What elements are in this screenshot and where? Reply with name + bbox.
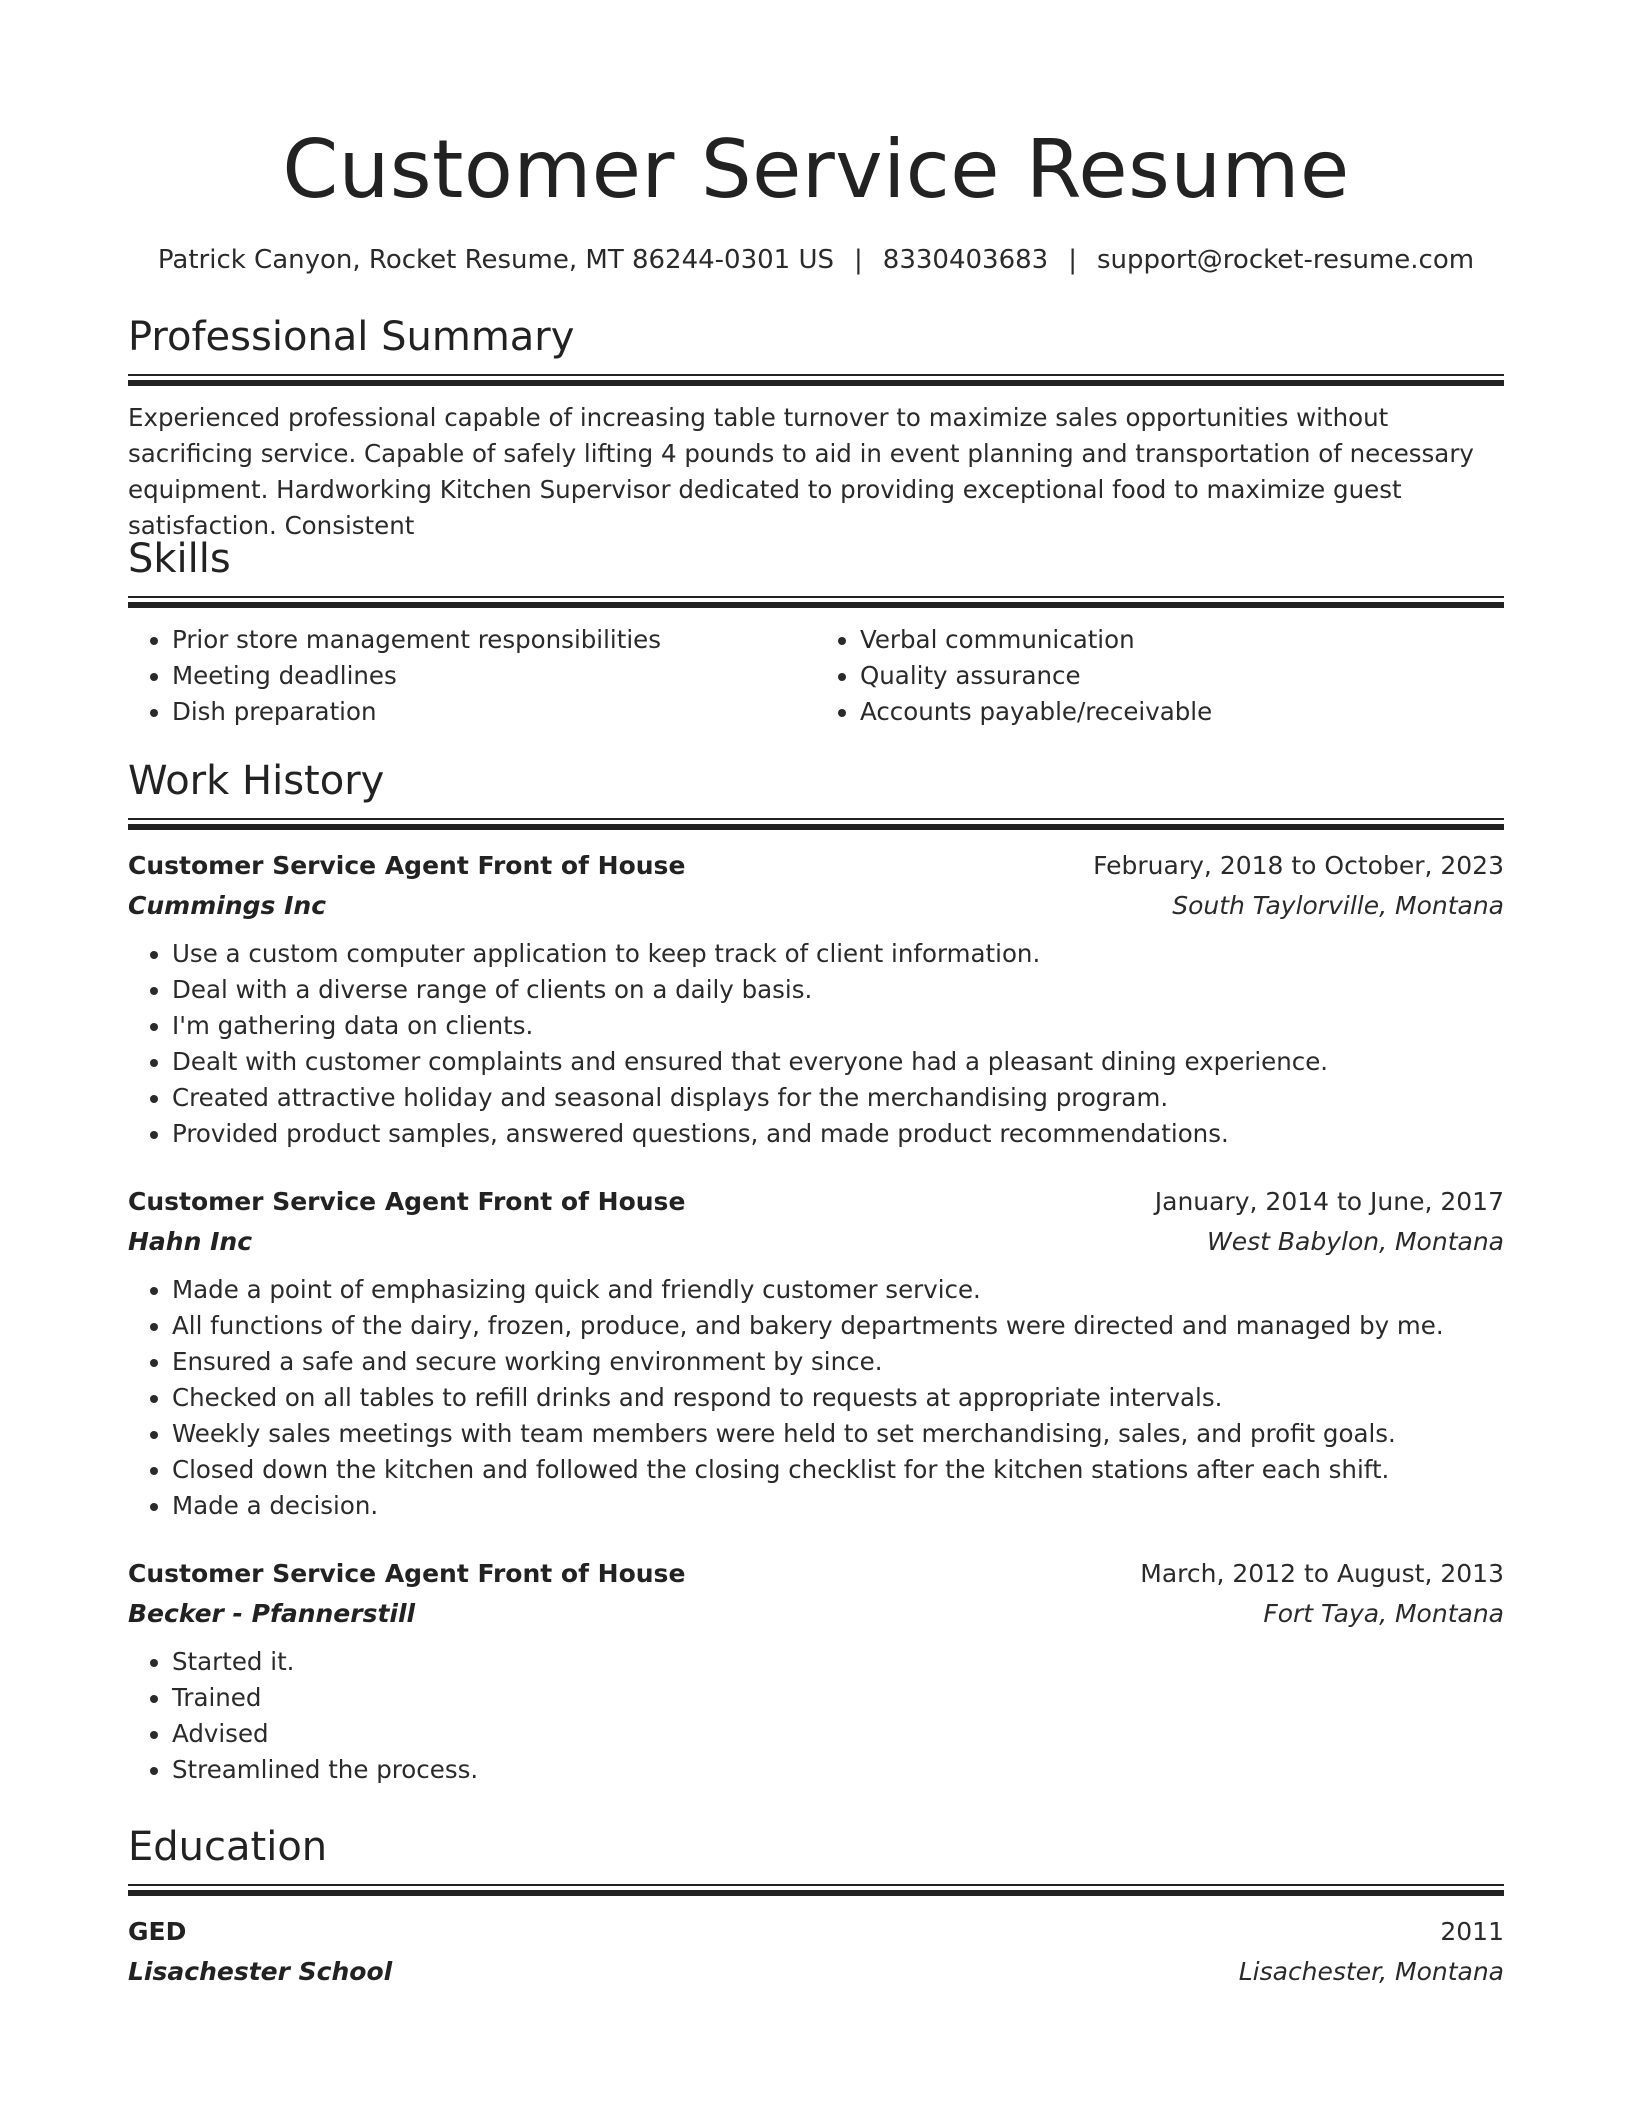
job-bullet: • Advised bbox=[172, 1716, 1504, 1752]
skills-list-left bbox=[128, 622, 816, 730]
degree: GED bbox=[128, 1917, 187, 1946]
section-divider bbox=[128, 374, 1504, 386]
contact-line bbox=[128, 242, 1504, 278]
school-name: Lisachester School bbox=[128, 1957, 393, 1986]
job-title: Customer Service Agent Front of House bbox=[128, 1187, 686, 1216]
skill-item: • Quality assurance bbox=[860, 658, 1504, 694]
job-entry bbox=[128, 1554, 1504, 1788]
job-bullet: • Deal with a diverse range of clients on a daily basis. bbox=[172, 972, 1504, 1008]
job-location: West Babylon, Montana bbox=[1207, 1227, 1504, 1256]
skill-item: • Verbal communication bbox=[860, 622, 1504, 658]
skills-section bbox=[128, 534, 1504, 730]
job-bullet: • All functions of the dairy, frozen, produce, and bakery departments were directed and managed by me. bbox=[172, 1308, 1504, 1344]
section-divider bbox=[128, 1884, 1504, 1896]
job-bullet: • Created attractive holiday and seasonal displays for the merchandising program. bbox=[172, 1080, 1504, 1116]
skills-heading: Skills bbox=[128, 536, 231, 582]
summary-text: Experienced professional capable of increasing table turnover to maximize sales opportunities without sacrificing service. Capable of safely lifting 4 pounds to aid in event planning and transportation of necessary equipment. Hardworking Kitchen Supervisor dedicated to providing exceptional food to maximize guest satisfaction. Consistent bbox=[128, 403, 1474, 540]
contact-separator: | bbox=[1068, 245, 1077, 275]
section-divider bbox=[128, 596, 1504, 608]
job-bullet: • Started it. bbox=[172, 1644, 1504, 1680]
company-name: Hahn Inc bbox=[128, 1227, 253, 1256]
job-title: Customer Service Agent Front of House bbox=[128, 1559, 686, 1588]
company-name: Becker - Pfannerstill bbox=[128, 1599, 416, 1628]
skill-item: • Meeting deadlines bbox=[172, 658, 816, 694]
job-bullet: • Made a point of emphasizing quick and friendly customer service. bbox=[172, 1272, 1504, 1308]
job-bullets bbox=[128, 936, 1504, 1152]
contact-email: support@rocket-resume.com bbox=[1096, 245, 1475, 275]
job-entry bbox=[128, 1182, 1504, 1524]
education-section bbox=[128, 1822, 1504, 1992]
section-divider bbox=[128, 818, 1504, 830]
job-bullet: • Dealt with customer complaints and ensured that everyone had a pleasant dining experience. bbox=[172, 1044, 1504, 1080]
job-bullet: • Provided product samples, answered questions, and made product recommendations. bbox=[172, 1116, 1504, 1152]
job-dates: March, 2012 to August, 2013 bbox=[1140, 1559, 1504, 1588]
job-bullet: • Made a decision. bbox=[172, 1488, 1504, 1524]
education-heading: Education bbox=[128, 1824, 328, 1870]
skill-item: • Prior store management responsibilities bbox=[172, 622, 816, 658]
company-name: Cummings Inc bbox=[128, 891, 327, 920]
job-location: South Taylorville, Montana bbox=[1172, 891, 1504, 920]
job-bullets bbox=[128, 1272, 1504, 1524]
job-bullet: • Closed down the kitchen and followed the closing checklist for the kitchen stations after each shift. bbox=[172, 1452, 1504, 1488]
job-location: Fort Taya, Montana bbox=[1263, 1599, 1504, 1628]
job-dates: February, 2018 to October, 2023 bbox=[1093, 851, 1504, 880]
graduation-year: 2011 bbox=[1440, 1917, 1504, 1946]
work-history-heading: Work History bbox=[128, 758, 385, 804]
work-history-section bbox=[128, 756, 1504, 1788]
job-bullet: • I'm gathering data on clients. bbox=[172, 1008, 1504, 1044]
contact-separator: | bbox=[854, 245, 863, 275]
contact-address: Patrick Canyon, Rocket Resume, MT 86244-0301 US bbox=[157, 245, 835, 275]
contact-phone: 8330403683 bbox=[882, 245, 1049, 275]
job-bullet: • Streamlined the process. bbox=[172, 1752, 1504, 1788]
job-title: Customer Service Agent Front of House bbox=[128, 851, 686, 880]
summary-section bbox=[128, 312, 1504, 544]
summary-heading: Professional Summary bbox=[128, 314, 575, 360]
job-bullet: • Weekly sales meetings with team members were held to set merchandising, sales, and profit goals. bbox=[172, 1416, 1504, 1452]
job-bullets bbox=[128, 1644, 1504, 1788]
school-location: Lisachester, Montana bbox=[1238, 1957, 1504, 1986]
job-dates: January, 2014 to June, 2017 bbox=[1154, 1187, 1504, 1216]
job-bullet: • Checked on all tables to refill drinks and respond to requests at appropriate intervals. bbox=[172, 1380, 1504, 1416]
skills-columns bbox=[128, 622, 1504, 730]
education-entry bbox=[128, 1912, 1504, 1992]
skills-list-right bbox=[816, 622, 1504, 730]
resume-title: Customer Service Resume bbox=[282, 123, 1350, 216]
job-bullet: • Trained bbox=[172, 1680, 1504, 1716]
job-bullet: • Ensured a safe and secure working environment by since. bbox=[172, 1344, 1504, 1380]
job-bullet: • Use a custom computer application to keep track of client information. bbox=[172, 936, 1504, 972]
skill-item: • Dish preparation bbox=[172, 694, 816, 730]
skill-item: • Accounts payable/receivable bbox=[860, 694, 1504, 730]
job-entry bbox=[128, 846, 1504, 1152]
